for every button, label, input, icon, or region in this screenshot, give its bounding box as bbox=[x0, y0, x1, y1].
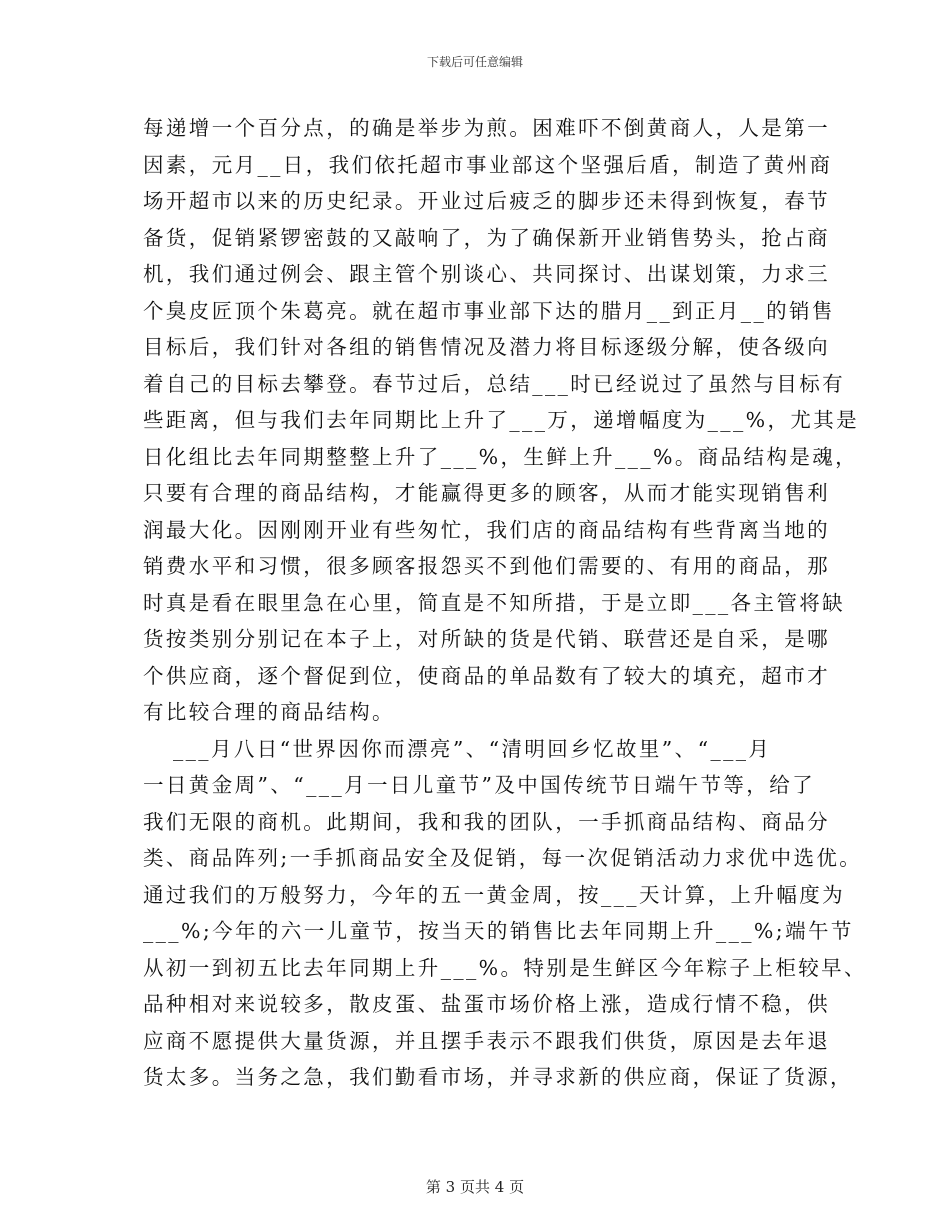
text-line: 着自己的目标去攀登。春节过后，总结___时已经说过了虽然与目标有 bbox=[143, 371, 846, 396]
text-line: 场开超市以来的历史纪录。开业过后疲乏的脚步还未得到恢复，春节 bbox=[143, 189, 830, 213]
text-line: 货按类别分别记在本子上，对所缺的货是代销、联营还是自采，是哪 bbox=[143, 627, 830, 651]
text-line: 些距离，但与我们去年同期比上升了___万，递增幅度为___%，尤其是 bbox=[143, 408, 860, 432]
text-line: 个臭皮匠顶个朱葛亮。就在超市事业部下达的腊月__到正月__的销售 bbox=[143, 298, 835, 323]
paragraph-start-line: ___月八日“世界因你而漂亮”、“清明回乡忆故里”、“___月 bbox=[173, 736, 772, 761]
text-line: 每递增一个百分点，的确是举步为煎。困难吓不倒黄商人，人是第一 bbox=[143, 116, 830, 140]
text-line: 因素，元月__日，我们依托超市事业部这个坚强后盾，制造了黄州商 bbox=[143, 152, 833, 177]
text-line: 一日黄金周”、“___月一日儿童节”及中国传统节日端午节等，给了 bbox=[143, 773, 815, 797]
page-header: 下载后可任意编辑 bbox=[426, 55, 523, 69]
text-line: 机，我们通过例会、跟主管个别谈心、共同探讨、出谋划策，力求三 bbox=[143, 262, 830, 286]
text-line: 目标后，我们针对各组的销售情况及潜力将目标逐级分解，使各级向 bbox=[143, 335, 830, 359]
text-line: 时真是看在眼里急在心里，简直是不知所措，于是立即___各主管将缺 bbox=[143, 590, 846, 615]
text-line: 应商不愿提供大量货源，并且摆手表示不跟我们供货，原因是去年退 bbox=[143, 1028, 830, 1053]
text-line: 备货，促销紧锣密鼓的又敲响了，为了确保新开业销售势头，抢占商 bbox=[143, 225, 830, 250]
text-line: 销费水平和习惯，很多顾客报怨买不到他们需要的、有用的商品，那 bbox=[143, 554, 830, 578]
text-line: 只要有合理的商品结构，才能赢得更多的顾客，从而才能实现销售利 bbox=[143, 481, 830, 505]
text-line: 日化组比去年同期整整上升了___%，生鲜上升___%。商品结构是魂， bbox=[143, 444, 859, 469]
text-line: 个供应商，逐个督促到位，使商品的单品数有了较大的填充，超市才 bbox=[143, 663, 830, 688]
text-line: ___%;今年的六一儿童节，按当天的销售比去年同期上升___%;端午节 bbox=[143, 919, 854, 943]
text-line: 有比较合理的商品结构。 bbox=[143, 700, 395, 724]
text-line: 品种相对来说较多，散皮蛋、盐蛋市场价格上涨，造成行情不稳，供 bbox=[143, 992, 830, 1016]
document-body bbox=[143, 110, 867, 1096]
text-line: 从初一到初五比去年同期上升___%。特别是生鲜区今年粽子上柜较早、 bbox=[143, 955, 867, 980]
text-line: 类、商品阵列;一手抓商品安全及促销，每一次促销活动力求优中选优。 bbox=[143, 846, 863, 870]
text-line: 我们无限的商机。此期间，我和我的团队，一手抓商品结构、商品分 bbox=[143, 809, 830, 834]
page-footer: 第 3 页共 4 页 bbox=[425, 1178, 525, 1196]
text-line: 通过我们的万般努力，今年的五一黄金周，按___天计算，上升幅度为 bbox=[143, 882, 846, 907]
text-line: 货太多。当务之急，我们勤看市场，并寻求新的供应商，保证了货源， bbox=[143, 1065, 853, 1089]
text-line: 润最大化。因刚刚开业有些匆忙，我们店的商品结构有些背离当地的 bbox=[143, 517, 830, 542]
